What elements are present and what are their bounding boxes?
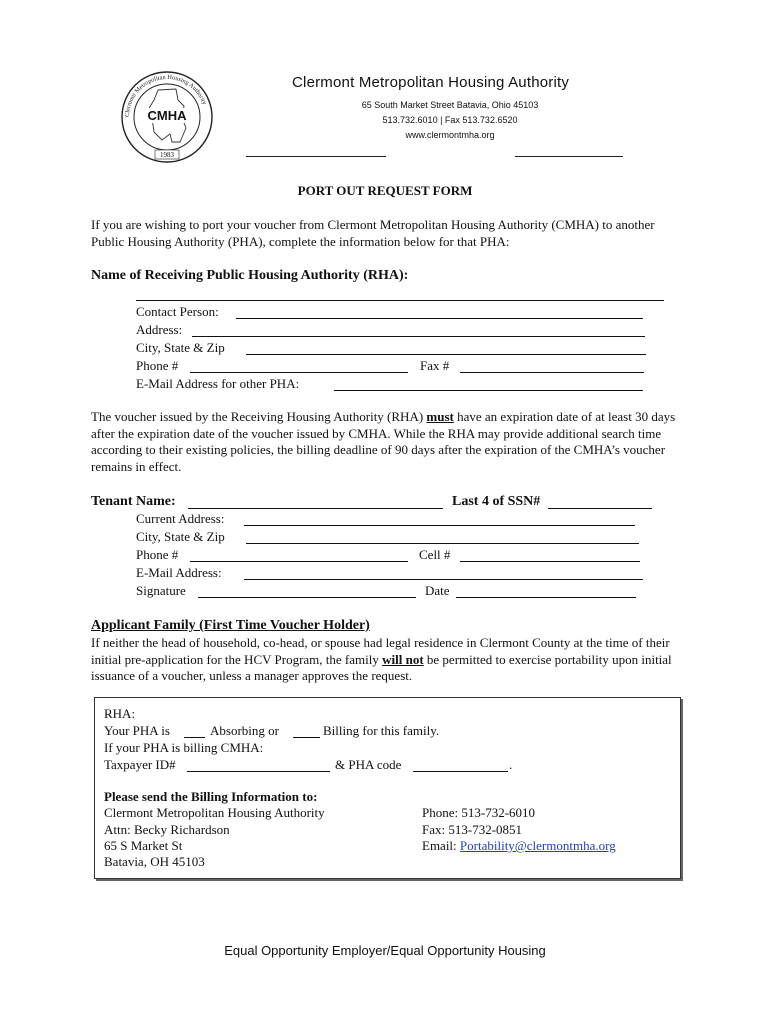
tenant-phone-label: Phone # [136,547,179,562]
tenant-signature-line[interactable] [198,597,416,598]
org-name: Clermont Metropolitan Housing Authority [292,74,570,91]
org-street-address: 65 South Market Street Batavia, Ohio 45103 [361,100,539,110]
box-address-line-1: Clermont Metropolitan Housing Authority [104,805,325,820]
rha-city-label: City, State & Zip [136,340,225,355]
rha-phone-line[interactable] [190,372,408,373]
rha-contact-label: Contact Person: [136,304,219,319]
rha-billing-box [94,697,681,879]
rha-heading: Name of Receiving Public Housing Authority (RHA): [91,268,409,283]
box-taxpayer-label: Taxpayer ID# [104,757,176,772]
org-phone-fax: 513.732.6010 | Fax 513.732.6520 [382,115,518,125]
rha-fax-line[interactable] [460,372,644,373]
tenant-cell-label: Cell # [419,547,451,562]
tenant-email-label: E-Mail Address: [136,565,222,580]
box-address-line-2: Attn: Becky Richardson [104,822,230,837]
pha-code-line[interactable] [413,771,508,772]
rha-name-line[interactable] [136,300,664,301]
tenant-phone-line[interactable] [190,561,408,562]
tenant-date-line[interactable] [456,597,636,598]
tenant-address-label: Current Address: [136,511,225,526]
applicant-family-heading: Applicant Family (First Time Voucher Holder) [91,618,370,633]
rha-address-line[interactable] [192,336,645,337]
box-pha-is: Your PHA is [104,723,170,738]
svg-text:Clermont Metropolitan Housing: Clermont Metropolitan Housing Authority [123,73,208,118]
box-pha-code-label: & PHA code [335,757,402,772]
box-address-line-3: 65 S Market St [104,838,183,853]
box-phone: Phone: 513-732-6010 [422,805,536,820]
svg-text:CMHA: CMHA [147,108,187,123]
svg-text:1983: 1983 [160,151,174,159]
tenant-city-label: City, State & Zip [136,529,225,544]
box-send-heading: Please send the Billing Information to: [104,789,318,804]
rha-email-label: E-Mail Address for other PHA: [136,376,300,391]
tenant-cell-line[interactable] [460,561,640,562]
box-absorbing: Absorbing or [210,723,279,738]
tenant-email-line[interactable] [244,579,643,580]
box-billing: Billing for this family. [323,723,440,738]
emphasis-must: must [426,409,454,424]
tenant-city-line[interactable] [246,543,639,544]
email-link[interactable]: Portability@clermontmha.org [459,838,616,853]
tenant-date-label: Date [425,583,450,598]
emphasis-will-not: will not [382,651,424,667]
rha-fax-label: Fax # [420,358,450,373]
rha-email-line[interactable] [334,390,643,391]
letterhead-rule-left [246,156,386,157]
voucher-expiration-note: The voucher issued by the Receiving Housing Authority (RHA) must have an expiration date of at least 30 days after the expiration date of the voucher issued by CMHA. While the RHA may provide additional search time according to their existing policies, the billing deadline of 90 days after the expiration of the CMHA’s voucher remains in effect. [91,409,676,474]
rha-phone-label: Phone # [136,358,179,373]
box-period: . [509,757,513,772]
footer-equal-opportunity: Equal Opportunity Employer/Equal Opportunity Housing [224,943,546,958]
taxpayer-id-line[interactable] [187,771,330,772]
letterhead-rule-right [515,156,623,157]
ssn-label: Last 4 of SSN# [452,494,541,509]
absorbing-blank[interactable] [184,737,205,738]
tenant-address-line[interactable] [244,525,635,526]
tenant-name-label: Tenant Name: [91,494,176,509]
tenant-name-line[interactable] [188,508,443,509]
box-fax: Fax: 513-732-0851 [422,822,523,837]
rha-city-line[interactable] [246,354,646,355]
box-address-line-4: Batavia, OH 45103 [104,854,205,869]
box-if-billing: If your PHA is billing CMHA: [104,740,264,755]
applicant-family-paragraph: If neither the head of household, co-head, or spouse had legal residence in Clermont County at the time of their initial pre-application for the HCV Program, the family will not be permitted to exercise portability upon initial issuance of a voucher, unless a manager approves the request. [91,635,672,683]
cmha-logo [118,70,216,164]
box-email: Email: Portability@clermontmha.org [422,838,616,853]
intro-paragraph: If you are wishing to port your voucher from Clermont Metropolitan Housing Authority (CMHA) to another Public Housing Authority (PHA), complete the information below for that PHA: [91,217,655,249]
rha-address-label: Address: [136,322,183,337]
rha-contact-line[interactable] [236,318,643,319]
box-rha-label: RHA: [104,706,136,721]
ssn-line[interactable] [548,508,652,509]
form-title: PORT OUT REQUEST FORM [297,183,473,198]
billing-blank[interactable] [293,737,320,738]
tenant-signature-label: Signature [136,583,186,598]
org-website: www.clermontmha.org [405,130,495,140]
